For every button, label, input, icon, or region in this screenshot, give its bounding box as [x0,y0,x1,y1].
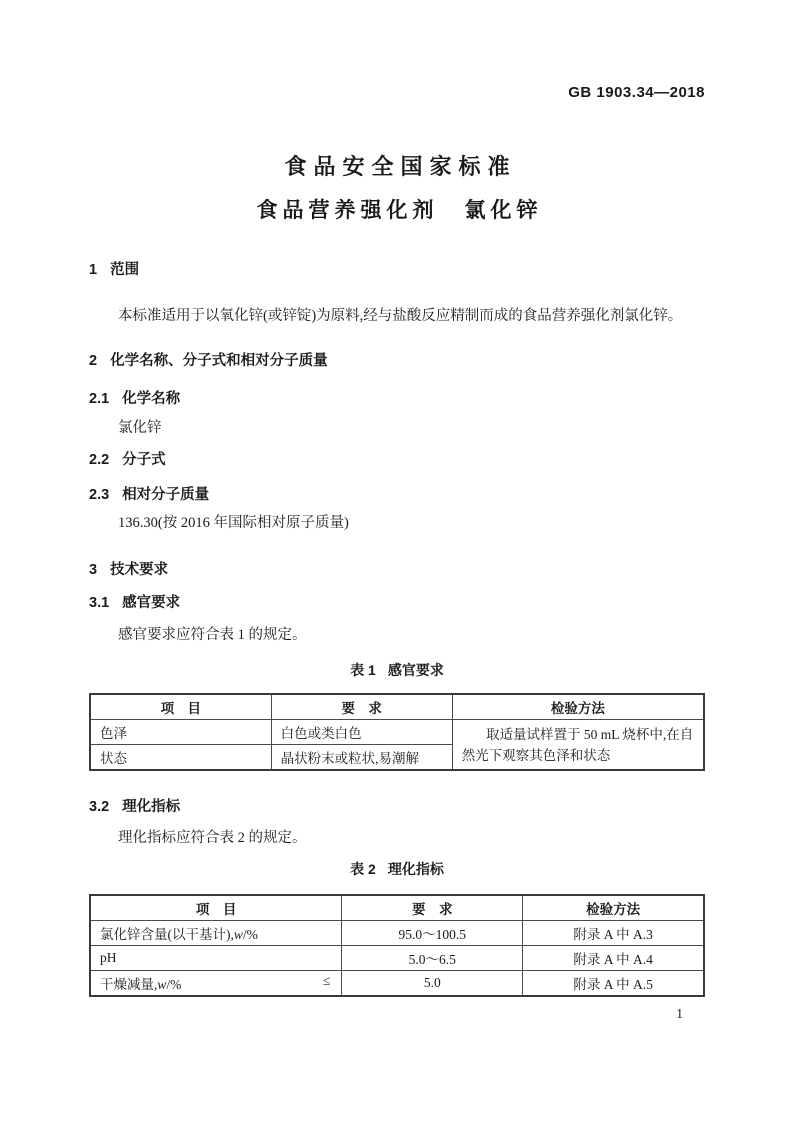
table-row [90,946,704,971]
section-label: 化学名称 [122,391,181,407]
page-number: 1 [676,1006,683,1021]
column-header-requirement: 要 求 [271,694,452,720]
table-row [90,971,704,997]
section-2-heading [89,352,705,371]
standard-number: GB 1903.34—2018 [568,84,705,101]
table-row [90,720,704,745]
requirement-cell: 白色或类白色 [271,720,452,745]
table-row [90,921,704,946]
item-unit: /% [242,927,258,942]
item-cell: 色泽 [90,720,271,745]
table-caption-title: 感官要求 [387,662,444,678]
method-cell: 附录 A 中 A.3 [523,921,704,946]
table-caption-title: 理化指标 [387,861,444,877]
section-number: 3.1 [89,595,110,611]
requirement-cell: 5.0～6.5 [342,946,523,971]
column-header-item: 项 目 [90,895,342,921]
section-label: 相对分子质量 [122,487,210,503]
item-text: 氯化锌含量(以干基计), [100,927,234,942]
section-label: 分子式 [122,452,166,468]
section-number: 3.2 [89,799,110,815]
document-title: 食品安全国家标准 [284,154,517,179]
relative-molecular-mass: 136.30(按 2016 年国际相对原子质量) [118,515,349,531]
item-cell [90,921,342,946]
relation-symbol: ≤ [322,973,331,988]
column-header-item: 项 目 [90,694,271,720]
item-cell: 状态 [90,745,271,771]
requirement-cell: 5.0 [342,971,523,997]
sensory-requirements-table [89,693,705,771]
physicochemical-indicators-table [89,894,705,997]
scope-paragraph: 本标准适用于以氧化锌(或锌锭)为原料,经与盐酸反应精制而成的食品营养强化剂氯化锌。 [118,308,683,324]
section-number: 2.2 [89,452,110,468]
sensory-requirement-paragraph: 感官要求应符合表 1 的规定。 [118,627,307,643]
table-2-caption [89,860,705,878]
section-label: 技术要求 [110,562,169,578]
item-text: 干燥减量, [100,977,158,992]
column-header-requirement: 要 求 [342,895,523,921]
section-label: 化学名称、分子式和相对分子质量 [110,353,328,369]
table-1-caption [89,661,705,679]
requirement-cell: 晶状粉末或粒状,易潮解 [271,745,452,771]
method-cell-merged [452,720,704,771]
section-number: 1 [89,262,98,278]
item-unit: /% [166,977,182,992]
section-number: 2.3 [89,487,110,503]
section-3-1-heading [89,594,705,613]
section-1-heading [89,261,705,280]
mass-fraction-symbol: w [233,927,243,942]
chemical-name: 氯化锌 [118,420,162,436]
section-label: 理化指标 [122,799,181,815]
section-number: 3 [89,562,98,578]
method-text: 取适量试样置于 50 mL 烧杯中,在自然光下观察其色泽和状态 [461,726,694,763]
item-cell [90,971,342,997]
section-label: 范围 [110,262,140,278]
section-3-2-heading [89,798,705,817]
physicochemical-paragraph: 理化指标应符合表 2 的规定。 [118,830,307,846]
item-cell [90,946,342,971]
section-number: 2.1 [89,391,110,407]
document-subtitle: 食品营养强化剂 氯化锌 [256,199,543,222]
mass-fraction-symbol: w [157,977,167,992]
section-number: 2 [89,353,98,369]
table-header-row [90,694,704,720]
method-cell: 附录 A 中 A.5 [523,971,704,997]
column-header-method: 检验方法 [452,694,704,720]
table-caption-number: 表 1 [350,662,376,678]
section-2-2-heading [89,451,705,470]
requirement-cell: 95.0～100.5 [342,921,523,946]
section-2-3-heading [89,486,705,505]
section-label: 感官要求 [122,595,181,611]
method-cell: 附录 A 中 A.4 [523,946,704,971]
column-header-method: 检验方法 [523,895,704,921]
item-text: pH [100,950,117,965]
section-2-1-heading [89,390,705,409]
section-3-heading [89,561,705,580]
table-header-row [90,895,704,921]
table-caption-number: 表 2 [350,861,376,877]
